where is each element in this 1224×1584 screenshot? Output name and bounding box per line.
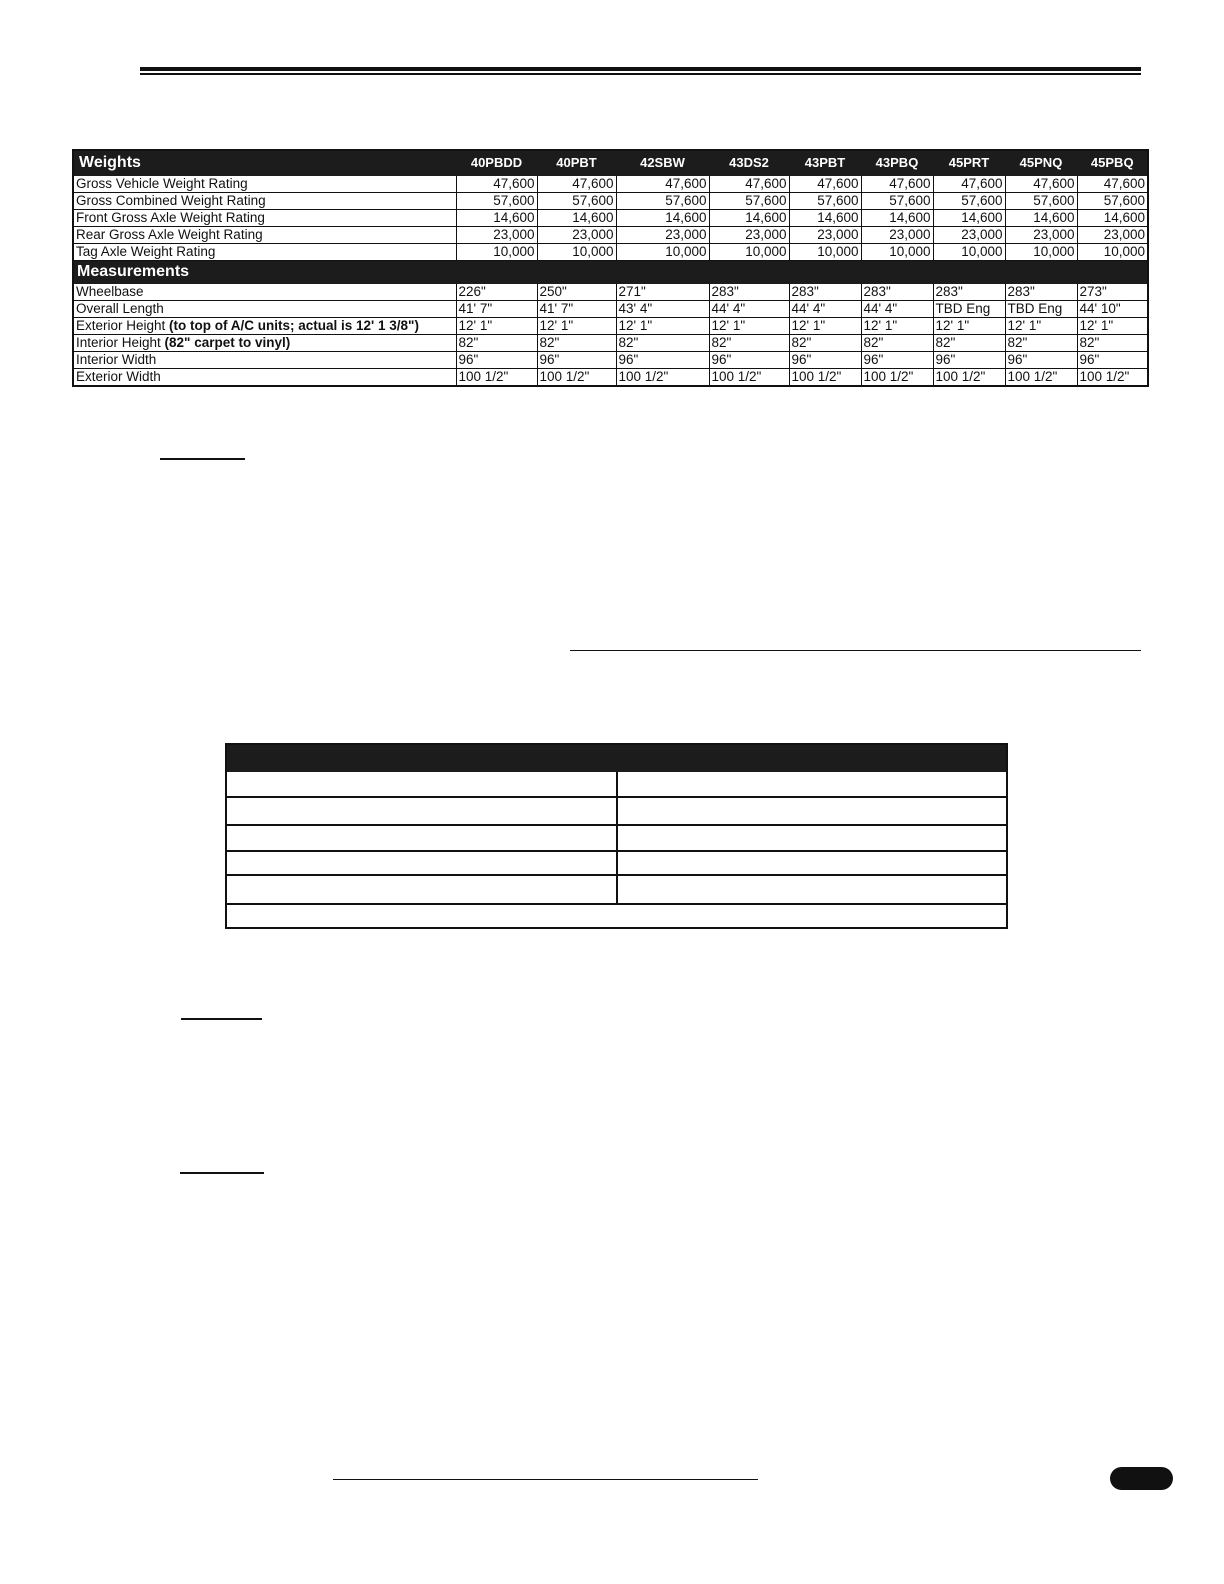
weight-value: 57,600 <box>789 193 861 210</box>
weights-section-title: Weights <box>73 150 456 176</box>
weight-value: 10,000 <box>616 244 709 261</box>
measurement-value: 96" <box>933 352 1005 369</box>
measurement-value: 12' 1" <box>537 318 616 335</box>
model-column-header: 43PBT <box>789 150 861 176</box>
measurement-value: 226" <box>456 284 537 301</box>
measurement-value: 283" <box>1005 284 1077 301</box>
measurement-value: 283" <box>709 284 789 301</box>
measurement-value: 271" <box>616 284 709 301</box>
model-column-header: 43PBQ <box>861 150 933 176</box>
weight-value: 57,600 <box>537 193 616 210</box>
weight-row <box>73 193 1148 210</box>
weight-value: 23,000 <box>789 227 861 244</box>
model-column-header: 40PBT <box>537 150 616 176</box>
measurement-value: 44' 10" <box>1077 301 1148 318</box>
measurement-value: 96" <box>789 352 861 369</box>
measurement-value: 43' 4" <box>616 301 709 318</box>
measurement-value: 100 1/2" <box>709 369 789 387</box>
blank-table-column-line <box>616 772 618 905</box>
row-label-cell <box>73 369 456 387</box>
weight-value: 23,000 <box>709 227 789 244</box>
model-column-header: 40PBDD <box>456 150 537 176</box>
row-label-cell <box>73 284 456 301</box>
weight-value: 10,000 <box>1077 244 1148 261</box>
measurement-value: 96" <box>1077 352 1148 369</box>
measurement-value: 82" <box>537 335 616 352</box>
weight-value: 14,600 <box>456 210 537 227</box>
measurement-value: TBD Eng <box>1005 301 1077 318</box>
weight-value: 47,600 <box>861 176 933 193</box>
header-rule-thin <box>140 73 1141 75</box>
weight-value: 23,000 <box>456 227 537 244</box>
measurement-value: 283" <box>789 284 861 301</box>
weight-value: 14,600 <box>861 210 933 227</box>
weight-value: 14,600 <box>933 210 1005 227</box>
measurement-row <box>73 301 1148 318</box>
weight-value: 10,000 <box>709 244 789 261</box>
page-number-tab <box>1110 1467 1173 1490</box>
blank-table <box>225 743 1008 929</box>
weight-value: 47,600 <box>789 176 861 193</box>
measurement-value: 96" <box>537 352 616 369</box>
measurement-value: 100 1/2" <box>616 369 709 387</box>
measurement-row <box>73 284 1148 301</box>
measurement-value: 96" <box>709 352 789 369</box>
weight-value: 14,600 <box>616 210 709 227</box>
weight-value: 47,600 <box>537 176 616 193</box>
row-label: Front Gross Axle Weight Rating <box>73 210 456 227</box>
row-label-cell <box>73 335 456 352</box>
weight-value: 47,600 <box>1077 176 1148 193</box>
weight-value: 10,000 <box>789 244 861 261</box>
weight-value: 47,600 <box>616 176 709 193</box>
row-label: Overall Length <box>76 301 164 316</box>
row-label: Interior Height <box>76 335 165 350</box>
weight-value: 14,600 <box>1077 210 1148 227</box>
measurement-value: 44' 4" <box>861 301 933 318</box>
measurement-value: 41' 7" <box>456 301 537 318</box>
weight-value: 57,600 <box>456 193 537 210</box>
row-label-cell <box>73 301 456 318</box>
weight-value: 57,600 <box>709 193 789 210</box>
weight-value: 47,600 <box>709 176 789 193</box>
measurement-value: 100 1/2" <box>456 369 537 387</box>
weight-value: 10,000 <box>1005 244 1077 261</box>
row-label: Gross Vehicle Weight Rating <box>73 176 456 193</box>
weight-value: 14,600 <box>1005 210 1077 227</box>
weight-value: 23,000 <box>1005 227 1077 244</box>
weight-row <box>73 227 1148 244</box>
measurement-value: 283" <box>861 284 933 301</box>
measurement-value: 82" <box>709 335 789 352</box>
model-column-header: 45PBQ <box>1077 150 1148 176</box>
measurement-value: 82" <box>1005 335 1077 352</box>
weight-row <box>73 176 1148 193</box>
row-label: Gross Combined Weight Rating <box>73 193 456 210</box>
measurement-value: TBD Eng <box>933 301 1005 318</box>
heading-underline <box>180 1172 264 1174</box>
weight-value: 14,600 <box>537 210 616 227</box>
measurement-value: 41' 7" <box>537 301 616 318</box>
measurement-value: 96" <box>456 352 537 369</box>
footer-rule <box>333 1479 758 1480</box>
row-label: Rear Gross Axle Weight Rating <box>73 227 456 244</box>
heading-underline <box>181 1018 262 1020</box>
measurements-header-row <box>73 261 1148 284</box>
measurement-value: 12' 1" <box>789 318 861 335</box>
measurement-value: 273" <box>1077 284 1148 301</box>
weight-value: 23,000 <box>1077 227 1148 244</box>
weight-value: 23,000 <box>537 227 616 244</box>
weight-value: 23,000 <box>616 227 709 244</box>
measurement-value: 100 1/2" <box>861 369 933 387</box>
weight-value: 57,600 <box>616 193 709 210</box>
measurement-value: 82" <box>789 335 861 352</box>
row-label-cell <box>73 352 456 369</box>
measurement-value: 100 1/2" <box>537 369 616 387</box>
measurement-value: 82" <box>456 335 537 352</box>
blank-table-header <box>227 745 1006 772</box>
measurement-value: 96" <box>616 352 709 369</box>
measurement-value: 96" <box>1005 352 1077 369</box>
measurement-value: 44' 4" <box>709 301 789 318</box>
heading-underline <box>160 458 245 460</box>
measurement-value: 12' 1" <box>616 318 709 335</box>
specifications-table <box>72 149 1149 387</box>
weight-value: 57,600 <box>933 193 1005 210</box>
measurement-value: 12' 1" <box>1005 318 1077 335</box>
measurement-value: 100 1/2" <box>1005 369 1077 387</box>
measurement-value: 100 1/2" <box>789 369 861 387</box>
weights-header-row <box>73 150 1148 176</box>
measurement-value: 82" <box>861 335 933 352</box>
weight-value: 47,600 <box>1005 176 1077 193</box>
measurement-row <box>73 369 1148 387</box>
measurement-value: 12' 1" <box>709 318 789 335</box>
row-label-note: (82" carpet to vinyl) <box>164 335 291 350</box>
measurement-row <box>73 352 1148 369</box>
weight-value: 23,000 <box>861 227 933 244</box>
measurement-value: 44' 4" <box>789 301 861 318</box>
measurement-value: 12' 1" <box>1077 318 1148 335</box>
measurement-value: 12' 1" <box>456 318 537 335</box>
row-label: Wheelbase <box>76 284 144 299</box>
measurement-value: 82" <box>933 335 1005 352</box>
model-column-header: 45PNQ <box>1005 150 1077 176</box>
row-label: Exterior Height <box>76 318 170 333</box>
measurement-value: 12' 1" <box>933 318 1005 335</box>
weight-value: 14,600 <box>789 210 861 227</box>
measurement-value: 100 1/2" <box>1077 369 1148 387</box>
weight-value: 10,000 <box>456 244 537 261</box>
weight-value: 10,000 <box>537 244 616 261</box>
weight-value: 10,000 <box>861 244 933 261</box>
measurement-value: 12' 1" <box>861 318 933 335</box>
weight-value: 10,000 <box>933 244 1005 261</box>
row-label: Exterior Width <box>76 369 161 384</box>
signature-line <box>570 650 1141 651</box>
measurement-value: 250" <box>537 284 616 301</box>
header-rule-thick <box>140 67 1141 71</box>
measurement-value: 96" <box>861 352 933 369</box>
measurement-value: 82" <box>1077 335 1148 352</box>
weight-row <box>73 210 1148 227</box>
row-label: Tag Axle Weight Rating <box>73 244 456 261</box>
weight-value: 57,600 <box>1005 193 1077 210</box>
weight-value: 14,600 <box>709 210 789 227</box>
weight-row <box>73 244 1148 261</box>
measurements-section-title: Measurements <box>73 261 1148 284</box>
measurement-value: 100 1/2" <box>933 369 1005 387</box>
row-label: Interior Width <box>76 352 157 367</box>
row-label-cell <box>73 318 456 335</box>
model-column-header: 42SBW <box>616 150 709 176</box>
measurement-row <box>73 335 1148 352</box>
measurement-value: 82" <box>616 335 709 352</box>
measurement-row <box>73 318 1148 335</box>
weight-value: 47,600 <box>933 176 1005 193</box>
weight-value: 23,000 <box>933 227 1005 244</box>
model-column-header: 45PRT <box>933 150 1005 176</box>
weight-value: 47,600 <box>456 176 537 193</box>
measurement-value: 283" <box>933 284 1005 301</box>
weight-value: 57,600 <box>1077 193 1148 210</box>
row-label-note: (to top of A/C units; actual is 12' 1 3/8") <box>169 318 419 333</box>
weight-value: 57,600 <box>861 193 933 210</box>
model-column-header: 43DS2 <box>709 150 789 176</box>
